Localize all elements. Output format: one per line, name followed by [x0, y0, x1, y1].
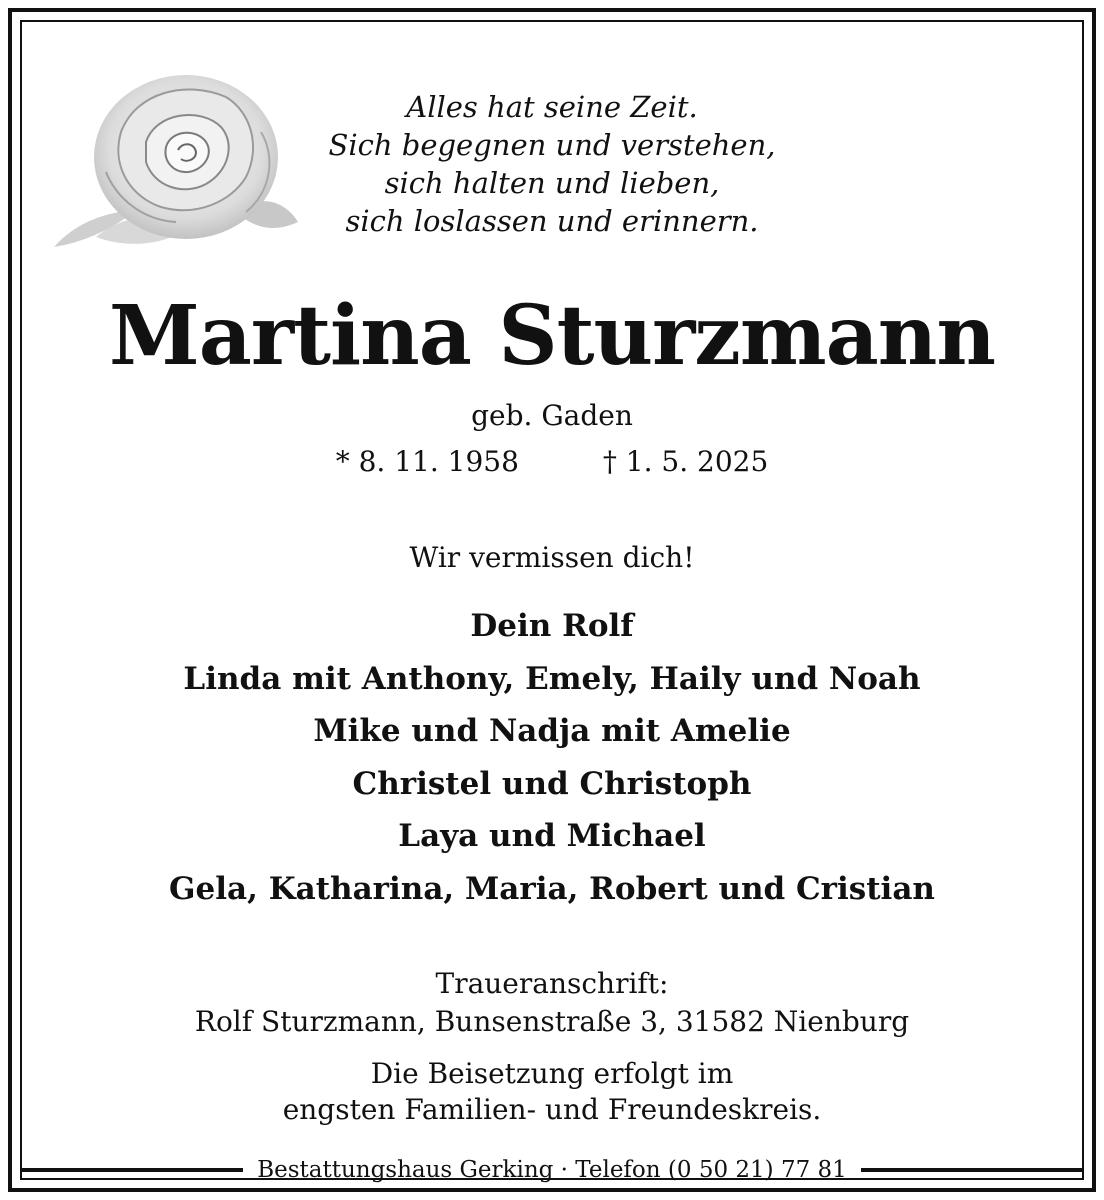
family-line: Laya und Michael: [398, 818, 706, 854]
burial-note: [0, 1056, 1104, 1128]
family-list: [0, 600, 1104, 915]
poem-line: sich loslassen und erinnern.: [345, 204, 759, 238]
burial-line: Die Beisetzung erfolgt im: [370, 1057, 734, 1090]
poem: [0, 88, 1104, 240]
deceased-name: Martina Sturzmann: [108, 288, 996, 384]
footer-rule: [861, 1168, 1082, 1172]
address-line: Rolf Sturzmann, Bunsenstraße 3, 31582 Nienburg: [194, 1005, 910, 1038]
funeral-home-info: Bestattungshaus Gerking · Telefon (0 50 21) 77 81: [257, 1157, 847, 1183]
burial-line: engsten Familien- und Freundeskreis.: [282, 1093, 822, 1126]
poem-line: Alles hat seine Zeit.: [406, 90, 698, 124]
footer: [0, 1152, 1104, 1188]
family-line: Christel und Christoph: [352, 765, 752, 802]
born-name: geb. Gaden: [471, 399, 633, 432]
family-line: Linda mit Anthony, Emely, Haily und Noah: [183, 660, 921, 697]
family-line: Mike und Nadja mit Amelie: [313, 713, 791, 749]
address-label: Traueranschrift:: [435, 967, 669, 1000]
footer-rule: [22, 1168, 243, 1172]
poem-line: Sich begegnen und verstehen,: [328, 128, 776, 162]
birth-date: * 8. 11. 1958: [335, 445, 519, 478]
life-dates: [0, 444, 1104, 480]
family-line: Gela, Katharina, Maria, Robert und Cristian: [169, 870, 935, 907]
message: Wir vermissen dich!: [409, 541, 695, 574]
death-date: † 1. 5. 2025: [602, 445, 769, 478]
family-line: Dein Rolf: [470, 608, 634, 644]
poem-line: sich halten und lieben,: [384, 166, 720, 200]
